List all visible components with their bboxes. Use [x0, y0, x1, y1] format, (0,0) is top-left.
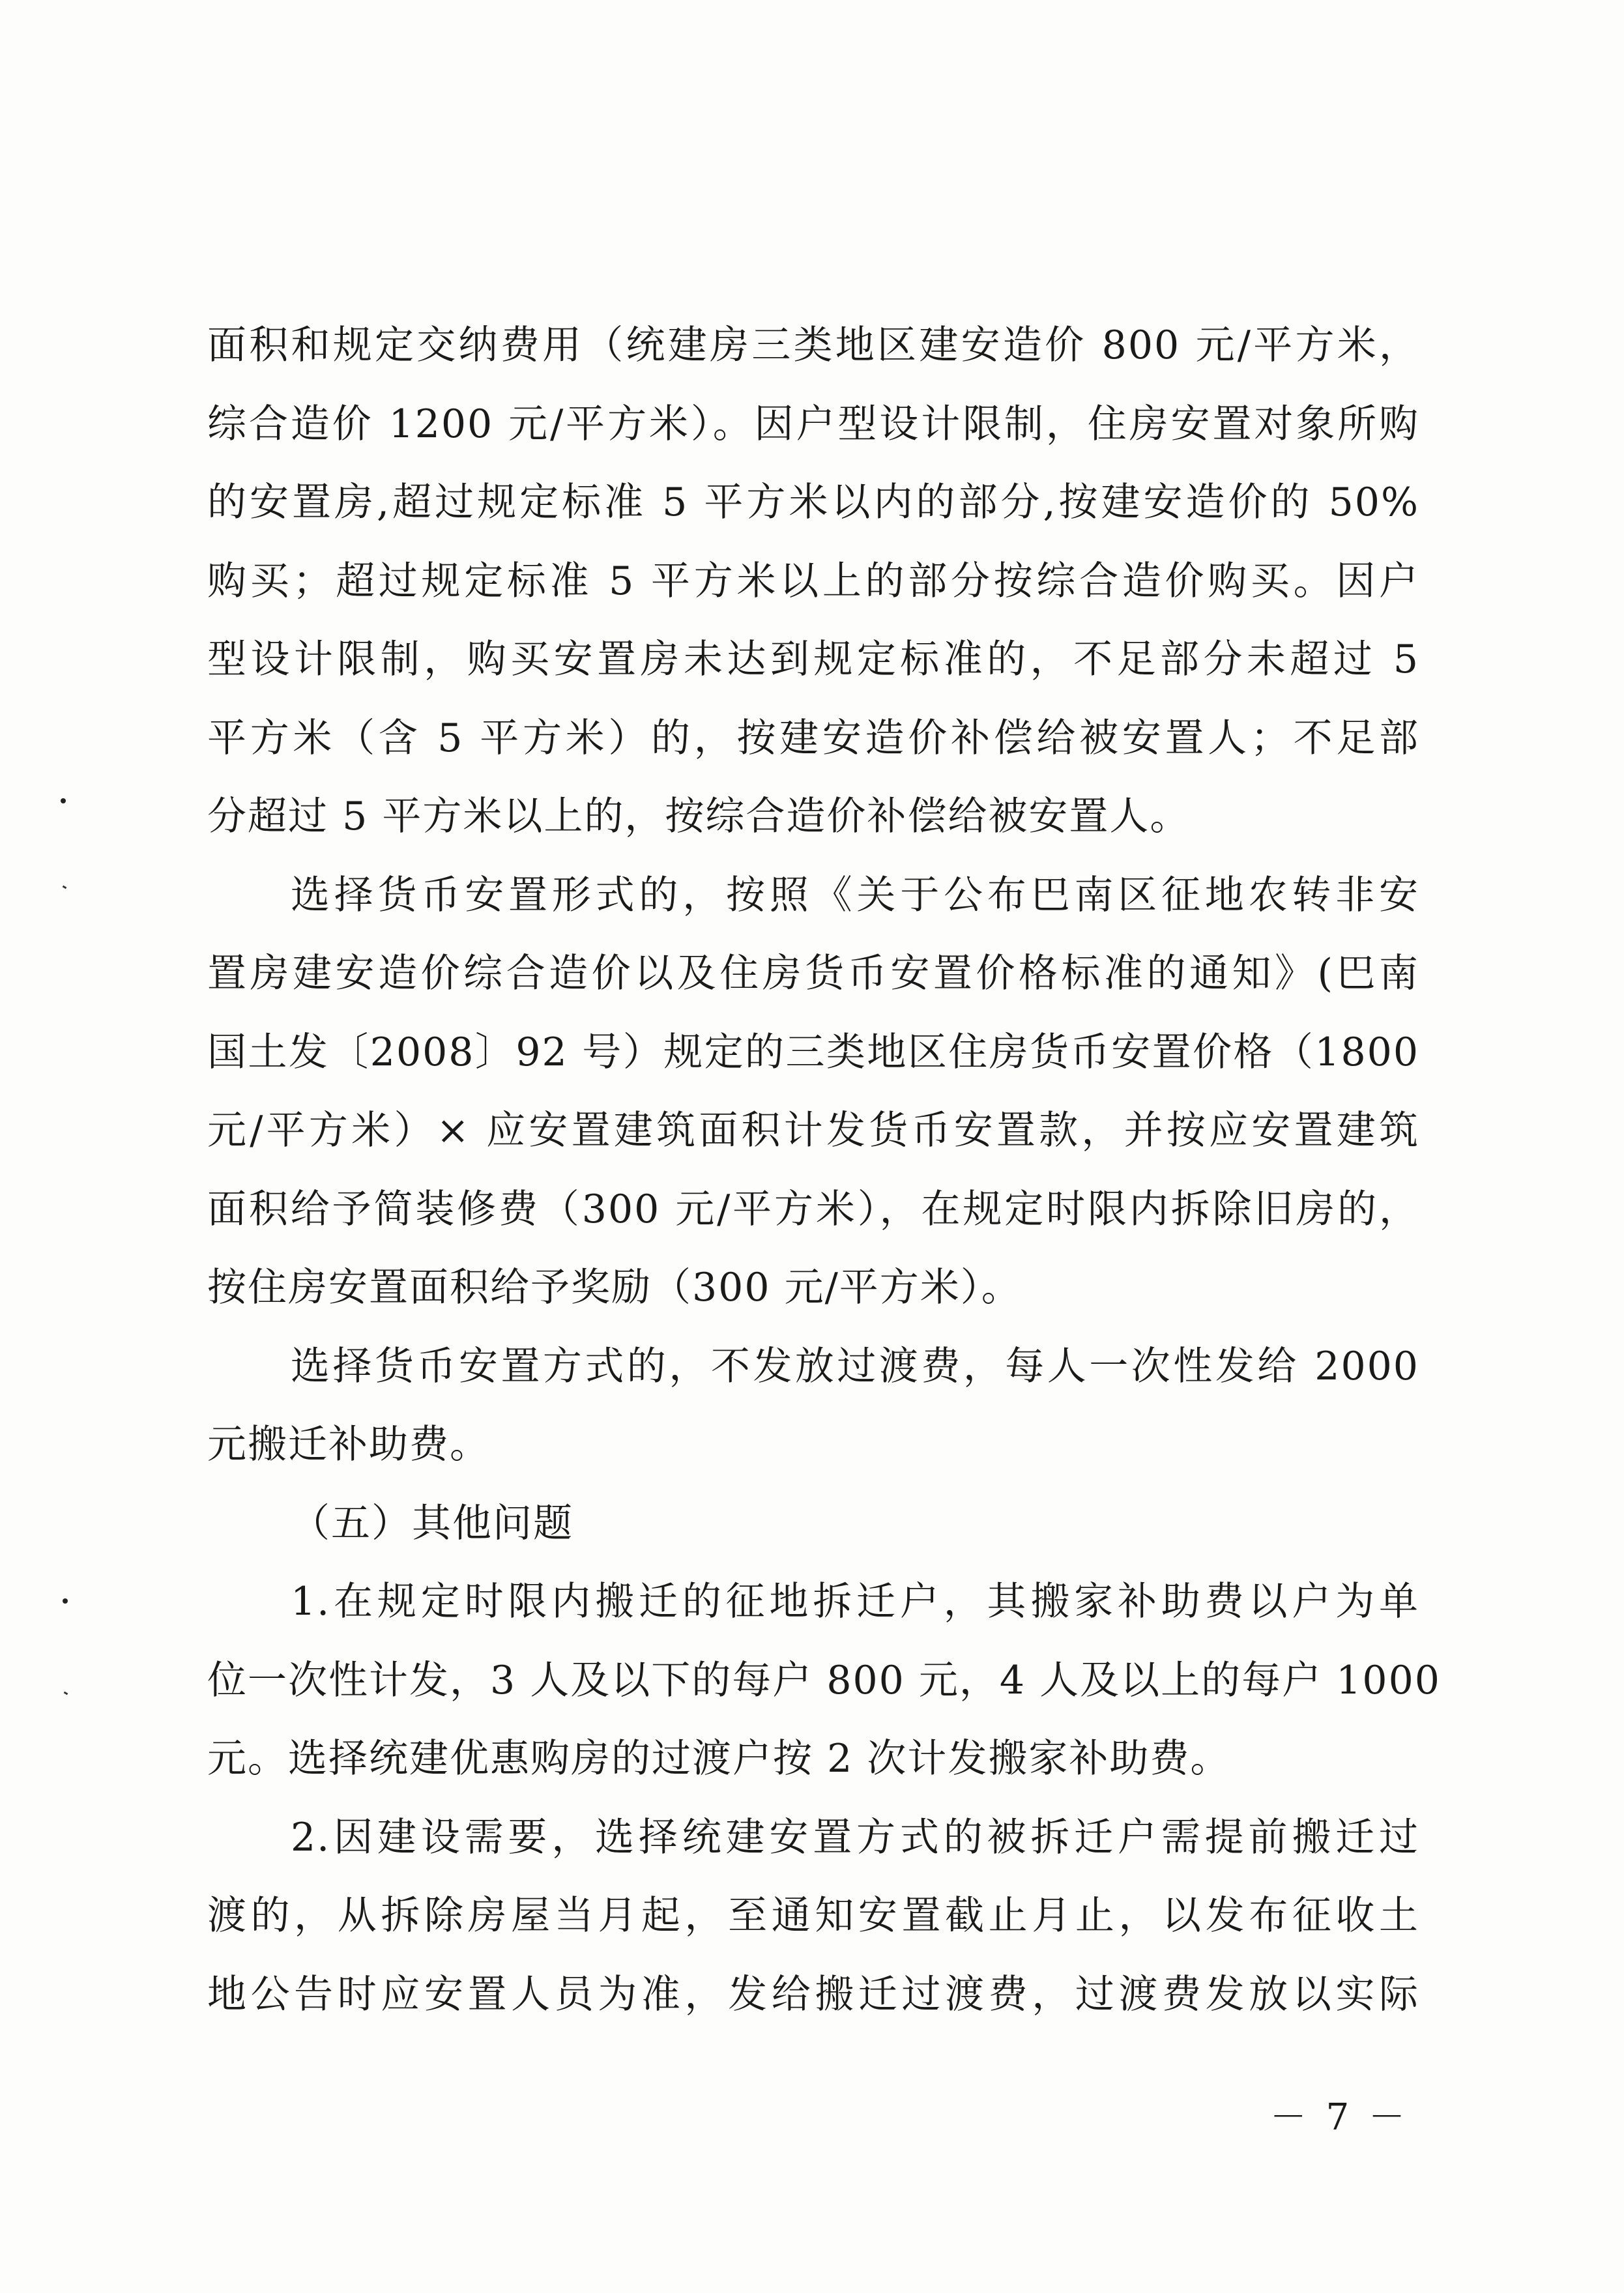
text-line: 综合造价 1200 元/平方米）。因户型设计限制，住房安置对象所购	[207, 401, 1419, 447]
text-line: 选择货币安置形式的，按照《关于公布巴南区征地农转非安	[291, 872, 1419, 918]
body-text	[207, 306, 1441, 2034]
text-line: 置房建安造价综合造价以及住房货币安置价格标准的通知》(巴南	[207, 951, 1419, 996]
text-line: 的安置房,超过规定标准 5 平方米以内的部分,按建安造价的 50%	[207, 480, 1419, 525]
text-line: 平方米（含 5 平方米）的，按建安造价补偿给被安置人；不足部	[207, 715, 1419, 761]
page-number: － 7 －	[1269, 2096, 1409, 2139]
text-line: 元。选择统建优惠购房的过渡户按 2 次计发搬家补助费。	[207, 1736, 1231, 1781]
text-line: 1.在规定时限内搬迁的征地拆迁户，其搬家补助费以户为单	[291, 1579, 1419, 1624]
text-line: 选择货币安置方式的，不发放过渡费，每人一次性发给 2000	[291, 1343, 1419, 1389]
text-line: 元搬迁补助费。	[207, 1422, 490, 1467]
text-line: 面积和规定交纳费用（统建房三类地区建安造价 800 元/平方米，	[207, 323, 1419, 368]
text-line: 渡的，从拆除房屋当月起，至通知安置截止月止，以发布征收土	[207, 1893, 1419, 1939]
text-line: 地公告时应安置人员为准，发给搬迁过渡费，过渡费发放以实际	[207, 1971, 1419, 2017]
text-line: 购买；超过规定标准 5 平方米以上的部分按综合造价购买。因户	[207, 558, 1419, 604]
text-line: 分超过 5 平方米以上的，按综合造价补偿给被安置人。	[207, 794, 1191, 839]
text-line: 元/平方米）× 应安置建筑面积计发货币安置款，并按应安置建筑	[207, 1108, 1419, 1153]
scan-artifact	[64, 1692, 68, 1695]
scan-artifact	[63, 1598, 68, 1604]
text-line: 型设计限制，购买安置房未达到规定标准的，不足部分未超过 5	[207, 637, 1419, 682]
scan-artifact	[63, 886, 67, 889]
section-heading: （五）其他问题	[291, 1500, 573, 1546]
scan-artifact	[61, 798, 66, 803]
text-line: 位一次性计发，3 人及以下的每户 800 元，4 人及以上的每户 1000	[207, 1657, 1441, 1703]
text-line: 国土发〔2008〕92 号）规定的三类地区住房货币安置价格（1800	[207, 1029, 1419, 1075]
text-line: 按住房安置面积给予奖励（300 元/平方米）。	[207, 1265, 1022, 1310]
text-line: 2.因建设需要，选择统建安置方式的被拆迁户需提前搬迁过	[291, 1814, 1419, 1860]
text-line: 面积给予简装修费（300 元/平方米），在规定时限内拆除旧房的，	[207, 1186, 1419, 1232]
